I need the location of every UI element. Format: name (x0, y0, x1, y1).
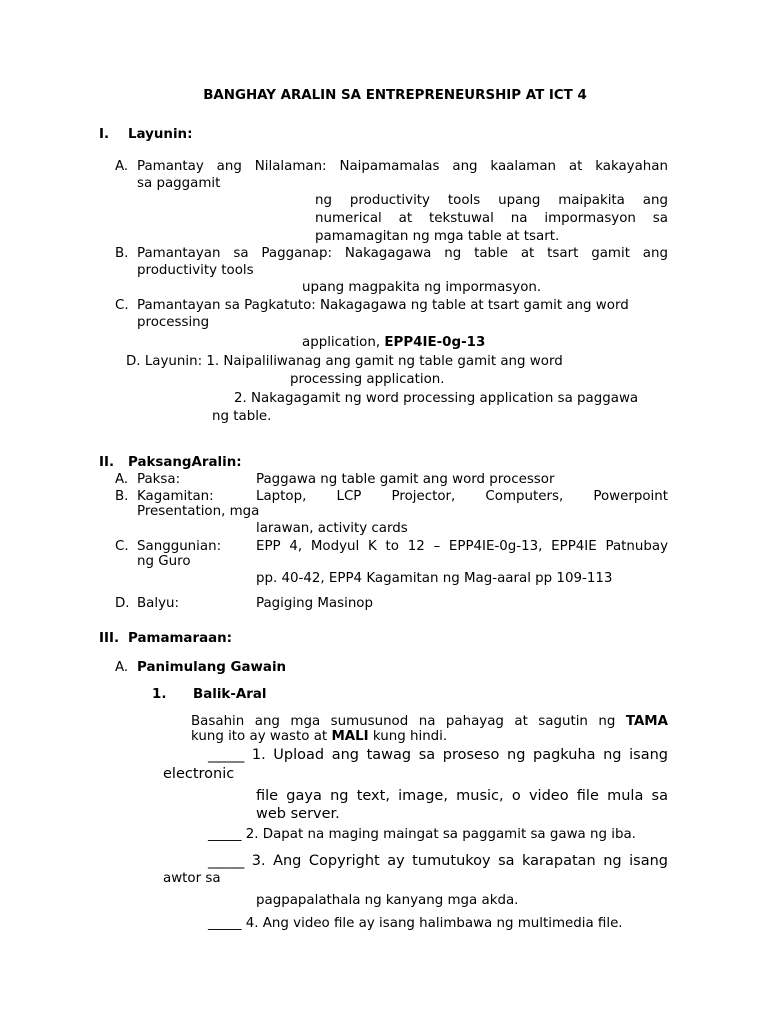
objectives-line-3: 2. Nakagagamit ng word processing application sa paggawa (234, 391, 639, 406)
competency-code: EPP4IE-0g-13 (384, 335, 486, 350)
question-4: _____ 4. Ang video file ay isang halimbawa ng multimedia file. (208, 916, 623, 931)
review-number: 1. (152, 687, 167, 702)
materials-row-label: Kagamitan: (137, 489, 214, 504)
question-1-line-2: electronic (163, 766, 235, 782)
references-row-marker: C. (115, 539, 129, 554)
references-row-wrap: ng Guro (137, 554, 191, 569)
content-standard-line-5: pamamagitan ng mga table at tsart. (315, 229, 560, 244)
materials-row-wrap: Presentation, mga (137, 504, 260, 519)
panimula-heading: Panimulang Gawain (137, 660, 287, 675)
instruction-line-1 (191, 714, 668, 730)
section-1-heading: Layunin: (128, 127, 193, 142)
performance-standard-line-3: upang magpakita ng impormasyon. (302, 280, 542, 295)
content-standard-line-4: numerical at tekstuwal na impormasyon sa (315, 211, 668, 226)
performance-standard-line-2: productivity tools (137, 263, 254, 278)
section-3-number: III. (99, 631, 120, 646)
performance-standard-line-1: Pamantayan sa Pagganap: Nakagagawa ng table at tsart gamit ang (137, 246, 668, 261)
section-2-heading: PaksangAralin: (128, 455, 242, 470)
content-standard-line-3: ng productivity tools upang maipakita ang (315, 193, 668, 208)
question-1-line-4: web server. (256, 806, 340, 822)
tama-keyword: TAMA (625, 714, 668, 729)
section-1-number: I. (99, 127, 110, 142)
subject-row-marker: A. (115, 472, 129, 487)
references-row-continuation: pp. 40-42, EPP4 Kagamitan ng Mag-aaral pp 109-113 (256, 571, 613, 586)
question-3-line-2: awtor sa (163, 871, 221, 886)
value-row-marker: D. (115, 596, 130, 611)
value-row-label: Balyu: (137, 596, 180, 611)
instruction-text-3: kung hindi. (368, 729, 448, 744)
item-c-marker: C. (115, 298, 129, 313)
value-row-value: Pagiging Masinop (256, 596, 373, 611)
mali-keyword: MALI (331, 729, 369, 744)
content-standard-line-1: Pamantay ang Nilalaman: Naipamamalas ang kaalaman at kakayahan (137, 159, 668, 174)
question-2: _____ 2. Dapat na maging maingat sa paggamit sa gawa ng iba. (208, 827, 636, 842)
objectives-line-1: D. Layunin: 1. Naipaliliwanag ang gamit ng table gamit ang word (126, 354, 563, 369)
instruction-text-2: kung ito ay wasto at (191, 729, 332, 744)
section-2-number: II. (99, 455, 115, 470)
references-row-label: Sanggunian: (137, 539, 222, 554)
section-3-heading: Pamamaraan: (128, 631, 233, 646)
learning-competency-line-2: processing (137, 315, 210, 330)
materials-row-value: Laptop, LCP Projector, Computers, Powerpoint (256, 489, 668, 504)
question-3-line-3: pagpapalathala ng kanyang mga akda. (256, 893, 519, 908)
instruction-line-2 (191, 729, 447, 745)
objectives-line-2: processing application. (290, 372, 445, 387)
item-b-marker: B. (115, 246, 129, 261)
learning-competency-text: application, (302, 335, 385, 350)
learning-competency-line-3 (302, 335, 485, 351)
subject-row-label: Paksa: (137, 472, 181, 487)
question-1-line-1: _____ 1. Upload ang tawag sa proseso ng pagkuha ng isang (208, 747, 668, 763)
instruction-text-1: Basahin ang mga sumusunod na pahayag at sagutin ng (191, 714, 626, 729)
question-3-line-1: _____ 3. Ang Copyright ay tumutukoy sa karapatan ng isang (208, 853, 668, 869)
learning-competency-line-1: Pamantayan sa Pagkatuto: Nakagagawa ng table at tsart gamit ang word (137, 298, 629, 313)
materials-row-continuation: larawan, activity cards (256, 521, 408, 536)
references-row-value: EPP 4, Modyul K to 12 – EPP4IE-0g-13, EPP4IE Patnubay (256, 539, 668, 554)
panimula-marker: A. (115, 660, 129, 675)
question-1-line-3: file gaya ng text, image, music, o video file mula sa (256, 788, 668, 804)
subject-row-value: Paggawa ng table gamit ang word processor (256, 472, 555, 487)
content-standard-line-2: sa paggamit (137, 176, 221, 191)
review-heading: Balik-Aral (193, 687, 267, 702)
item-a-marker: A. (115, 159, 129, 174)
objectives-line-4: ng table. (212, 409, 272, 424)
document-title: BANGHAY ARALIN SA ENTREPRENEURSHIP AT ICT 4 (203, 88, 587, 103)
materials-row-marker: B. (115, 489, 129, 504)
